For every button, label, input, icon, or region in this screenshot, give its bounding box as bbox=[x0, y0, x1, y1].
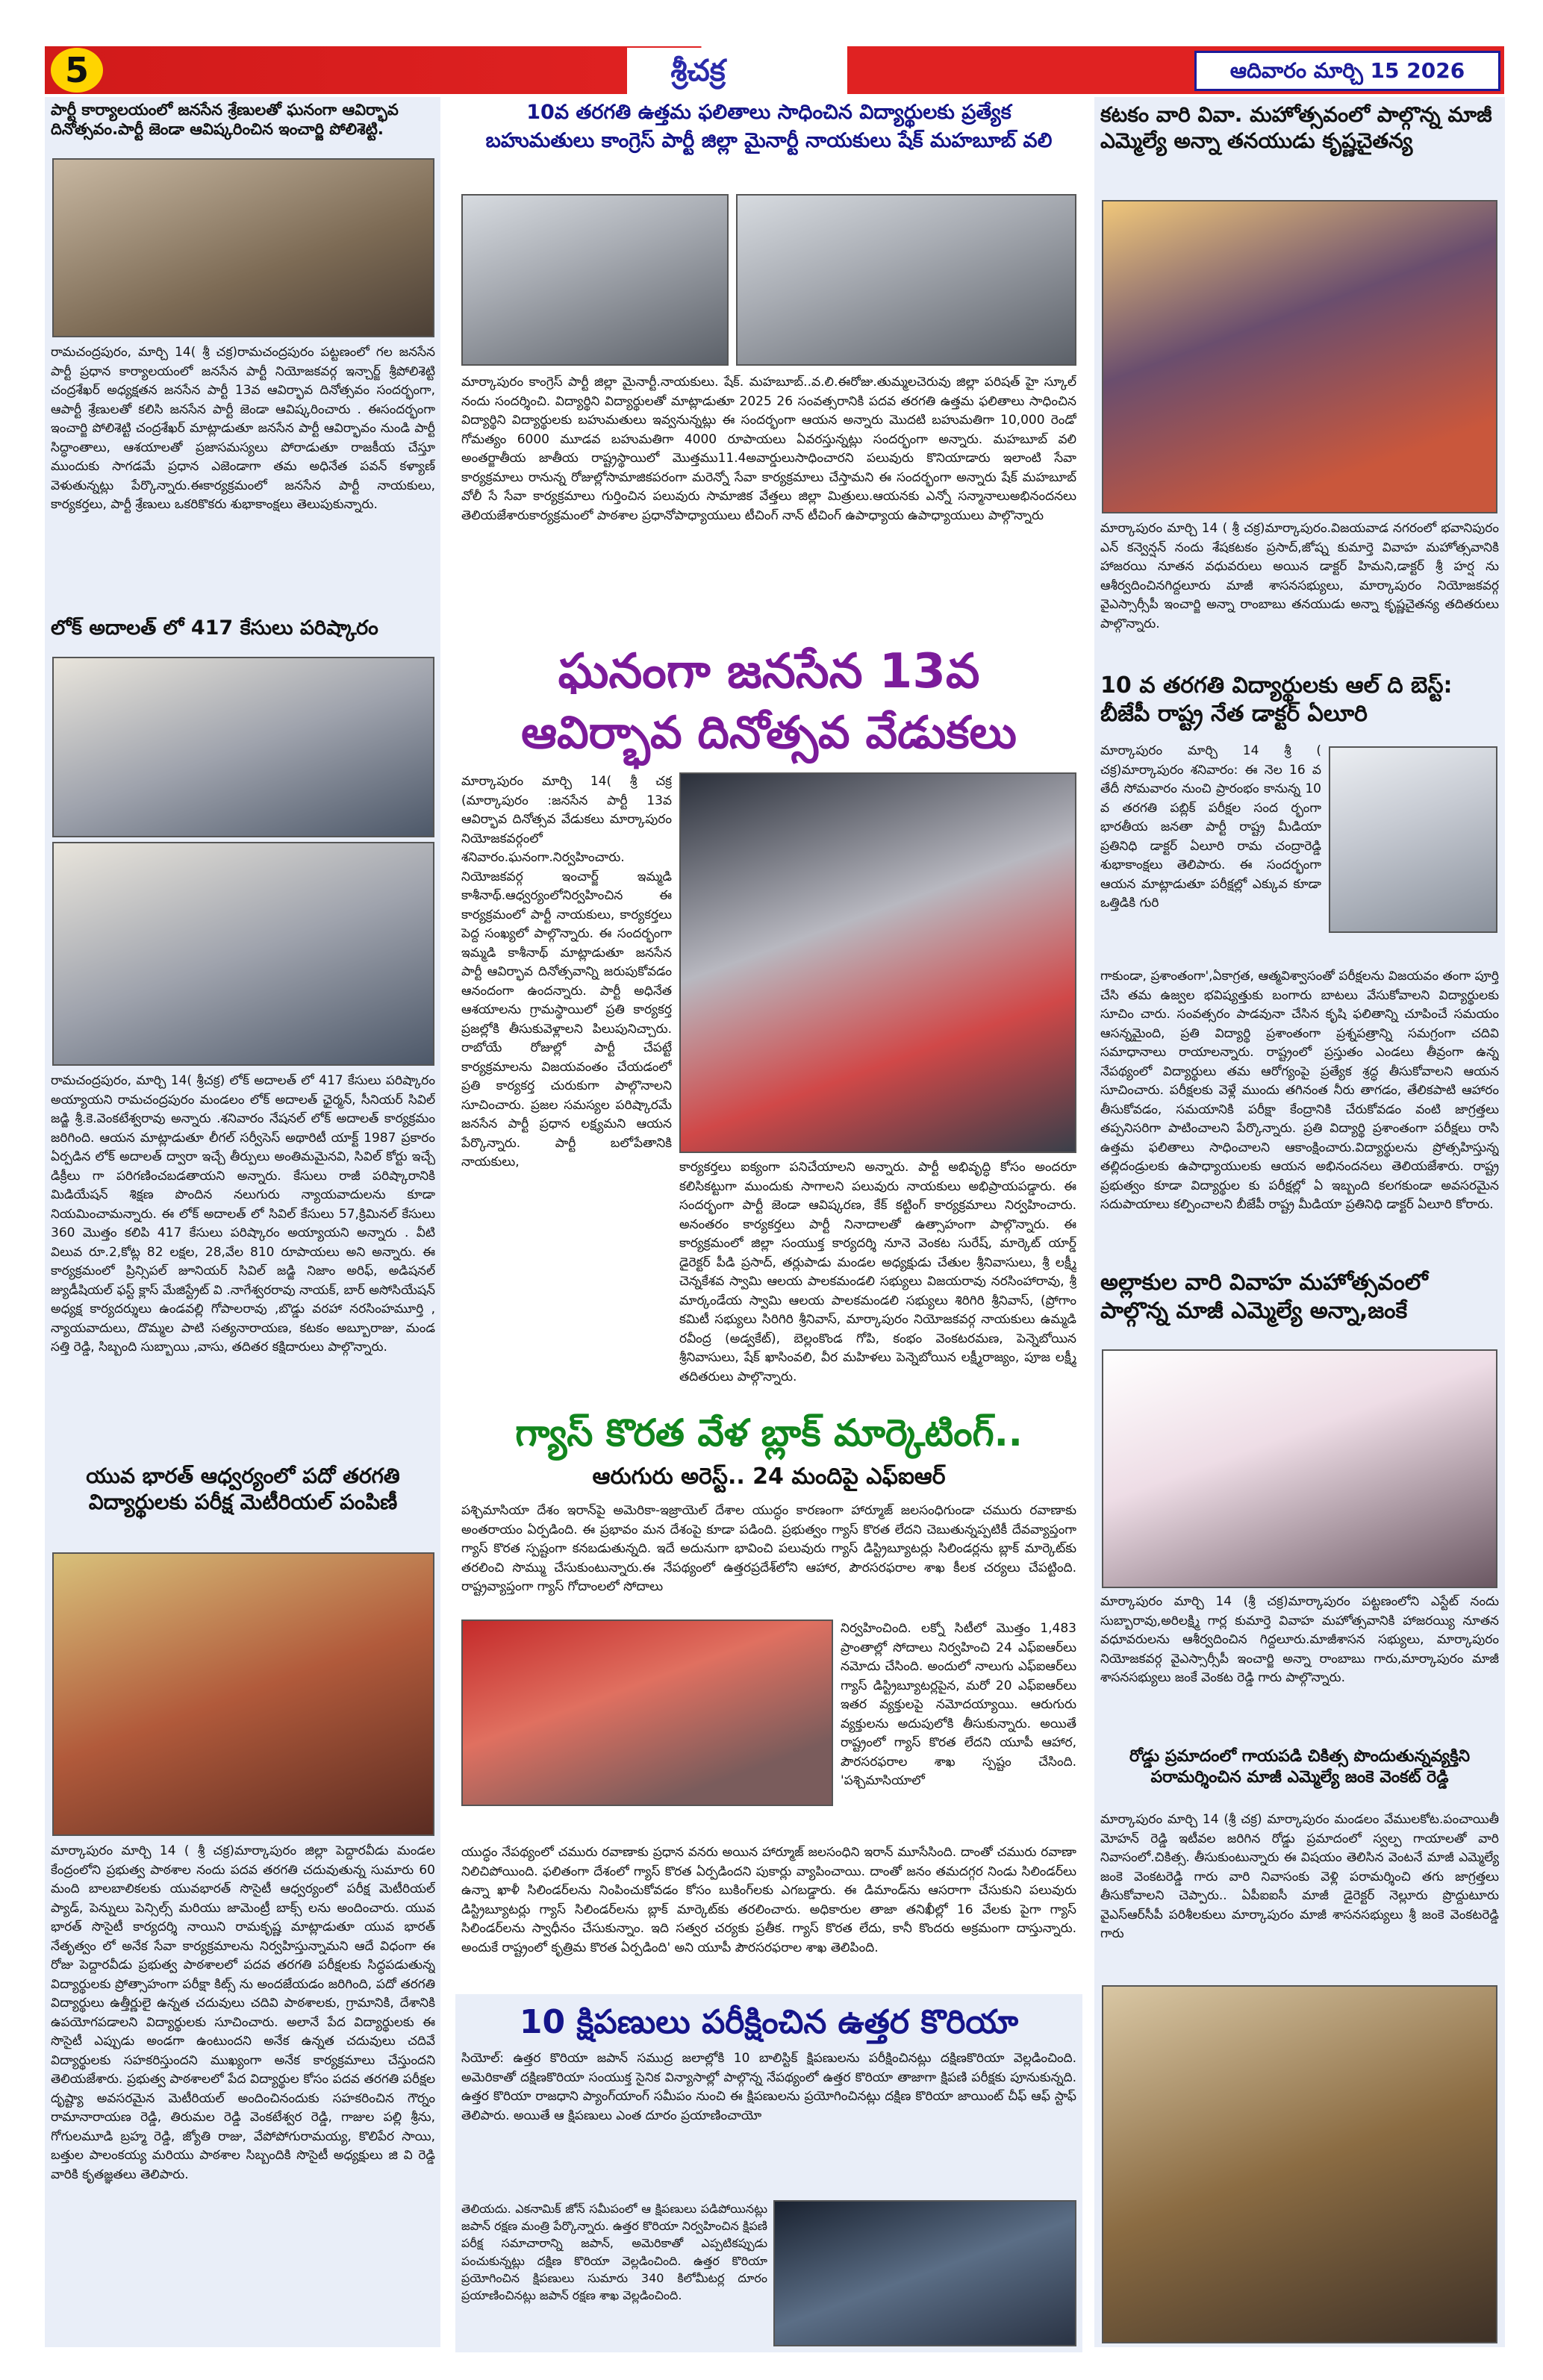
left-story1-photo bbox=[52, 158, 434, 337]
center-story4-body-top: సియోల్: ఉత్తర కొరియా జపాన్ సముద్ర జలాల్లోకి 10 బాలిస్టిక్ క్షిపణులను పరీక్షించినట్లు దక్షిణకొరియా వెల్లడించింది. అమెరికాతో దక్షిణకొరియా సంయుక్త సైనిక విన్యాసాల్లో పాల్గొన్న నేపథ్యంలో ఉత్తర కొరియా తాజాగా క్షిపణి పరీక్షకు పూనుకున్నది. ఉత్తర కొరియా రాజధాని ప్యాంగ్‌యాంగ్ సమీపం నుంచి ఈ క్షిపణులను ప్రయోగించినట్లు దక్షిణ కొరియా జాయింట్ చీఫ్ ఆఫ్ స్టాఫ్ తెలిపారు. అయితే ఆ క్షిపణులు ఎంత దూరం ప్రయాణించాయో bbox=[461, 2051, 1076, 2123]
center-story3-headline: గ్యాస్ కొరత వేళ బ్లాక్ మార్కెటింగ్.. bbox=[515, 1411, 1023, 1455]
center-story2-headline-line1: ఘనంగా జనసేన 13వ bbox=[558, 644, 980, 699]
right-story2-body-col: మార్కాపురం మార్చి 14 శ్రీ ( చక్ర)మార్కాపురం శనివారం: ఈ నెల 16 వ తేదీ సోమవారం నుంచి ప్రారంభం కానున్న 10 వ తరగతి పబ్లిక్ పరీక్షల సంద ర్భంగా భారతీయ జనతా పార్టీ రాష్ట్ర మీడియా ప్రతినిధి డాక్టర్ ఏలూరి రామ చంద్రారెడ్డి శుభాకాంక్షలు తెలిపారు. ఈ సందర్భంగా ఆయన మాట్లాడుతూ పరీక్షల్లో ఎక్కువ కూడా ఒత్తిడికి గురి bbox=[1100, 743, 1321, 911]
left-story2-photo-1 bbox=[52, 657, 434, 837]
center-story3-body-bottom: యుద్ధం నేపథ్యంలో చమురు రవాణాకు ప్రధాన వనరు అయిన హార్మూజ్ జలసంధిని ఇరాన్ మూసేసింది. దాంతో చమురు రవాణా నిలిచిపోయింది. ఫలితంగా దేశంలో గ్యాస్ కొరత ఏర్పడిందని పుకార్లు వ్యాపించాయి. దాంతో జనం తమదగ్గర నిండు సిలిండర్‌లు ఉన్నా ఖాళీ సిలిండర్‌లను నింపించుకోవడం కోసం బుకింగ్‌లకు ఎగబడ్డారు. ఈ డిమాండ్‌ను ఆసరాగా చేసుకుని పలువురు డిస్ట్రిబ్యూటర్లు గ్యాస్ సిలిండర్‌లను బ్లాక్ మార్కెట్‌కు తరలించారు. అధికారుల తాజా తనిఖీల్లో 16 వేలకు పైగా గ్యాస్ సిలిండర్‌లను స్వాధీనం చేసుకున్నాం. ఇది సత్వర చర్యకు ప్రతీక. గ్యాస్ కొరత లేదు, కానీ కొందరు అక్రమంగా దాస్తున్నారు. అందుకే రాష్ట్రంలో కృత్రిమ కొరత ఏర్పడింది' అని యూపీ పౌరసరఫరాల శాఖ తెలిపింది. bbox=[461, 1845, 1076, 1955]
center-story4-headline: 10 క్షిపణులు పరీక్షించిన ఉత్తర కొరియా bbox=[519, 2003, 1019, 2041]
center-story3-body-side: నిర్వహించింది. లక్నో సిటీలో మొత్తం 1,483 ప్రాంతాల్లో సోదాలు నిర్వహించి 24 ఎఫ్ఐఆర్‌లు నమోదు చేసింది. అందులో నాలుగు ఎఫ్ఐఆర్‌లు గ్యాస్ డిస్ట్రిబ్యూటర్లపైన, మరో 20 ఎఫ్ఐఆర్‌లు ఇతర వ్యక్తులపై నమోదయ్యాయి. ఆరుగురు వ్యక్తులను అదుపులోకి తీసుకున్నారు. అయితే రాష్ట్రంలో గ్యాస్ కొరత లేదని యూపీ ఆహార, పౌరసరఫరాల శాఖ స్పష్టం చేసింది. 'పశ్చిమాసియాలో bbox=[841, 1621, 1076, 1788]
center-story3-photo bbox=[461, 1620, 833, 1806]
issue-date: ఆదివారం మార్చి 15 2026 bbox=[1194, 51, 1500, 91]
right-story3-photo bbox=[1102, 1349, 1497, 1588]
left-story2-headline: లోక్ అదాలత్ లో 417 కేసులు పరిష్కారం bbox=[51, 616, 378, 640]
right-story2-body-wide: గాకుండా, ప్రశాంతంగా',ఏకాగ్రత, ఆత్మవిశ్వాసంతో పరీక్షలను విజయవం తంగా పూర్తి చేసి తమ ఉజ్వల భవిష్యత్తుకు బంగారు బాటలు వేసుకోవాలని విద్యార్థులకు సూచిం చారు. సంవత్సరం పాడవునా చేసిన కృషి ఫలితాన్ని చూపించే సమయం ఆసన్నమైంది, ప్రతి విద్యార్థి ప్రశాంతంగా ప్రశ్నపత్రాన్ని సమగ్రంగా చదివి సమాధానాలు రాయాలన్నారు. రాష్ట్రంలో ప్రస్తుతం ఎండలు తీవ్రంగా ఉన్న నేపథ్యంలో విద్యార్థులు తమ ఆరోగ్యంపై ప్రత్యేక శ్రద్ధ తీసుకోవాలని ఆయన సూచించారు. పరీక్షలకు వెళ్లే ముందు తగినంత నీరు తాగడం, తేలికపాటి ఆహారం తీసుకోవడం, సమయానికి పరీక్షా కేంద్రానికి చేరుకోవడం వంటి జాగ్రత్తలు తప్పనిసరిగా పాటించాలని పేర్కొన్నారు. ప్రతి విద్యార్థి ప్రశాంతంగా పరీక్షలు రాసి ఉత్తమ ఫలితాలు సాధించాలని ఆకాంక్షించారు.విద్యార్థులను ప్రోత్సహిస్తున్న తల్లిదండ్రులకు ఉపాధ్యాయులకు ఆయన అభినందనలు తెలియజేశారు. రాష్ట్ర ప్రభుత్వం కూడా విద్యార్థుల కు పరీక్షల్లో ఏ ఇబ్బంది కలగకుండా అవసరమైన సదుపాయాలు కల్పించాలని బీజేపీ రాష్ట్ర మీడియా ప్రతినిధి డాక్టర్ ఏలూరి కోరారు. bbox=[1100, 969, 1499, 1212]
left-story2-photo-2 bbox=[52, 842, 434, 1066]
right-story3-body: మార్కాపురం మార్చి 14 (శ్రీ చక్ర)మార్కాపురం పట్టణంలోని ఎస్టేట్ నందు సుబ్బారావు,అరిలక్ష్మి గార్ల కుమార్తె వివాహ మహోత్సవానికి హాజరయ్యి నూతన వధూవరులను ఆశీర్వదించిన గిద్దలూరు.మాజీశాసన సభ్యులు, మార్కాపురం నియోజకవర్గ వైఎస్సార్సీపీ ఇంచార్జి అన్నా రాంబాబు గారు,మార్కాపురం మాజీ శాసనసభ్యులు జంకే వెంకట రెడ్డి గారు పాల్గొన్నారు. bbox=[1100, 1594, 1499, 1685]
right-story4-body: మార్కాపురం మార్చి 14 (శ్రీ చక్ర) మార్కాపురం మండలం వేములకోట.పంచాయితీ మోహన్ రెడ్డి ఇటీవల జరిగిన రోడ్డు ప్రమాదంలో స్వల్ప గాయాలతో వారి నివాసంలో.చికిత్స. తీసుకుంటున్నారు ఈ విషయం తెలిసిన వెంటనే మాజీ ఎమ్మెల్యే జంకె వెంకటరెడ్డి గారు వారి నివాసంకు వెళ్లి పరామర్శించి తగు జాగ్రత్తలు తీసుకోవాలని చెప్పారు.. ఏపీఐఐసీ మాజీ డైరెక్టర్ నెల్లూరు ప్రొద్దుటూరు వైఎస్ఆర్‌సీపీ పరిశీలకులు మార్కాపురం మాజీ శాసనసభ్యులు శ్రీ జంకె వెంకటరెడ్డి గారు bbox=[1100, 1812, 1499, 1941]
center-story4-photo bbox=[773, 2200, 1076, 2346]
right-story1-body: మార్కాపురం మార్చి 14 ( శ్రీ చక్ర)మార్కాపురం.విజయవాడ నగరంలో భవానిపురం ఎన్ కన్వెన్షన్ నందు శేషకటకం ప్రసాద్,జోష్న కుమార్తె వివాహ మహోత్సవానికి హాజరయి నూతన వధువరులు అయిన డాక్టర్ హిమని,డాక్టర్ శ్రీ హర్ష ను ఆశీర్వదించినగిద్దలూరు మాజీ శాసనసభ్యులు, మార్కాపురం నియోజకవర్గ వైఎస్సార్సీపీ ఇంచార్జి అన్నా రాంబాబు తనయుడు అన్నా కృష్ణచైతన్య తదితరులు పాల్గొన్నారు. bbox=[1100, 521, 1499, 631]
right-story4-photo bbox=[1102, 1985, 1497, 2343]
center-story4-body-side: తెలియదు. ఎకనామిక్ జోన్ సమీపంలో ఆ క్షిపణులు పడిపోయినట్లు జపాన్ రక్షణ మంత్రి పేర్కొన్నారు. ఉత్తర కొరియా నిర్వహించిన క్షిపణి పరీక్ష సమాచారాన్ని జపాన్, అమెరికాతో ఎప్పటికప్పుడు పంచుకున్నట్లు దక్షిణ కొరియా వెల్లడించింది. ఉత్తర కొరియా ప్రయోగించిన క్షిపణులు సుమారు 340 కిలోమీటర్ల దూరం ప్రయాణించినట్లు జపాన్ రక్షణ శాఖ వెల్లడించింది. bbox=[461, 2202, 767, 2302]
center-story1-photo-2 bbox=[736, 194, 1076, 366]
right-story1-photo bbox=[1102, 200, 1497, 513]
center-story1-headline-line1: 10వ తరగతి ఉత్తమ ఫలితాలు సాధించిన విద్యార్థులకు ప్రత్యేక bbox=[526, 101, 1011, 124]
left-story3-body: మార్కాపురం మార్చి 14 ( శ్రీ చక్ర)మార్కాపురం జిల్లా పెద్దారవీడు మండల కేంద్రంలోని ప్రభుత్వ పాఠశాల నందు పదవ తరగతి చదువుతున్న సుమారు 60 మంది బాలబాలికలకు యువభారత్ సొసైటీ ఆధ్వర్యంలో పరీక్ష మెటీరియల్ ప్యాడ్, పెన్నులు పెన్సిల్స్ మరియు జామెంట్రీ బాక్స్ లను అందించారు. యువ భారత్ సొసైటీ కార్యదర్శి నాయిని రామకృష్ణ మాట్లాడుతూ యువ భారత్ నేతృత్వం లో అనేక సేవా కార్యక్రమాలను నిర్వహిస్తున్నామని ఆదే విధంగా ఈ రోజు పెద్దారవీడు ప్రభుత్వ పాఠశాలలో పదవ తరగతి పరీక్షలకు సిద్ధపడుతున్న విద్యార్థులకు ప్రోత్సాహంగా పరీక్షా కిట్స్ ను అందజేయడం జరిగింది, పదో తరగతి విద్యార్థులు ఉత్తీర్ణులై ఉన్నత చదువులు చదివి పాఠశాలకు, గ్రామానికి, దేశానికి ఉపయోగపడాలని విద్యార్థులకు సూచించారు. అలానే పేద విద్యార్థులకు ఈ సొసైటీ ఎప్పుడు అండగా ఉంటుందని అనేక ఉన్నత చదువులు చదివే విద్యార్థులకు సహకరిస్తుందని ముఖ్యంగా అనేక కార్యక్రమాలు చేస్తుందని తెలియజేశారు. ప్రభుత్వ పాఠశాలలో పేద విద్యార్థుల కోసం పదవ తరగతి పరీక్షల దృష్ట్యా అవసరమైన మెటీరియల్ అందించినందుకు సహకరించిన గౌర్నం రామానారాయణ రెడ్డి, తిరుమల రెడ్డి వెంకటేశ్వర రెడ్డి, గాజుల పల్లి శ్రీను, గోగులమూడి బ్రహ్మ రెడ్డి, జ్యోతి రాజు, వేపోపోగురామయ్య, కొలిపేర సాయి, బత్తుల పాలంకయ్య మరియు పాఠశాల సిబ్బందికి సొసైటీ అధ్యక్షులు జి వి రెడ్డి వారికి కృతజ్ఞతలు తెలిపారు. bbox=[51, 1843, 435, 2182]
center-story1-photo-1 bbox=[461, 194, 729, 366]
newspaper-logo: శ్రీచక్ర bbox=[627, 48, 769, 94]
right-story2-headline: 10 వ తరగతి విద్యార్థులకు ఆల్ ది బెస్ట్: బీజేపీ రాష్ట్ర నేత డాక్టర్ ఏలూరి bbox=[1100, 672, 1453, 727]
page-number: 5 bbox=[51, 48, 103, 93]
left-story2-body: రామచంద్రపురం, మార్చి 14( శ్రీచక్ర) లోక్ అదాలత్ లో 417 కేసులు పరిష్కారం అయ్యాయని రామచంద్రపురం మండలం లోక్ అదాలత్ ఛైర్మన్, సీనియర్ సివిల్ జడ్జి శ్రీ.కె.వెంకటేశ్వరావు అన్నారు .శనివారం నేషనల్ లోక్ అదాలత్ కార్యక్రమం జరిగింది. ఆయన మాట్లాడుతూ లీగల్ సర్వీసెస్ అథారిటీ యాక్ట్ 1987 ప్రకారం ఏర్పడిన లోక్ అదాలత్ ద్వారా ఇచ్చే తీర్పులు అంతిమమైనవి, సివిల్ కోర్టు ఇచ్చే డిక్రీలు గా పరిగణించబడతాయని అన్నారు. కేసులు రాజీ పరిష్కారానికి మిడియేషన్ శిక్షణ పొందిన నలుగురు న్యాయవాదులను కూడా నియమించామన్నారు. ఈ లోక్ అదాలత్ లో సివిల్ కేసులు 57,క్రిమినల్ కేసులు 360 మొత్తం కలిపి 417 కేసులు పరిష్కారం అయ్యాయని అన్నారు . వీటి విలువ రూ.2,కోట్ల 82 లక్షల, 28,వేల 810 రూపాయలు అని అన్నారు. ఈ కార్యక్రమంలో ప్రిన్సిపల్ జూనియర్ సివిల్ జడ్జి నిజాం అరిఫ్, అడిషనల్ జ్యుడీషియల్ ఫస్ట్ క్లాస్ మేజిస్ట్రేట్ వి .నాగేశ్వరరావు నాయక్, బార్ అసోసియేషన్ అధ్యక్ష కార్యదర్శులు ఉండవల్లి గోపాలరావు ,బొడ్డు వరహా నరసింహమూర్తి , న్యాయవాదులు, దొమ్మల పాటి సత్యనారాయణ, కటకం అబ్బూరాజు, మండ సత్తి రెడ్డి, సిబ్బంది సుబ్బాయి ,వాసు, తదితర కక్షిదారులు పాల్గొన్నారు. bbox=[51, 1073, 435, 1355]
center-story2-body-col: మార్కాపురం మార్చి 14( శ్రీ చక్ర (మార్కాపురం :జనసేన పార్టీ 13వ ఆవిర్భావ దినోత్సవ వేడుకలు మార్కాపురం నియోజకవర్గంలో శనివారం.ఘనంగా.నిర్వహించారు. నియోజకవర్గ ఇంచార్జ్ ఇమ్మడి కాశీనాథ్.ఆధ్వర్యంలోనిర్వహించిన ఈ కార్యక్రమంలో పార్టీ నాయకులు, కార్యకర్తలు పెద్ద సంఖ్యలో పాల్గొన్నారు. ఈ సందర్భంగా ఇమ్మడి కాశీనాథ్ మాట్లాడుతూ జనసేన పార్టీ ఆవిర్భావ దినోత్సవాన్ని జరుపుకోవడం ఆనందంగా ఉందన్నారు. పార్టీ అధినేత ఆశయాలను గ్రామస్థాయిలో ప్రతి కార్యకర్త ప్రజల్లోకి తీసుకువెళ్లాలని పిలుపునిచ్చారు. రాబోయే రోజుల్లో పార్టీ చేపట్టే కార్యక్రమాలను విజయవంతం చేయడంలో ప్రతి కార్యకర్త చురుకుగా పాల్గొనాలని సూచించారు. ప్రజల సమస్యల పరిష్కారమే జనసేన పార్టీ ప్రధాన లక్ష్యమని ఆయన పేర్కొన్నారు. పార్టీ బలోపేతానికి నాయకులు, bbox=[461, 774, 672, 1169]
center-story2-photo bbox=[679, 772, 1076, 1153]
center-story1-body: మార్కాపురం కాంగ్రెస్ పార్టీ జిల్లా మైనార్టీ.నాయకులు. షేక్. మహబూబ్..వ.లి.ఈరోజు.తుమ్మలచెరువు జిల్లా పరిషత్ హై స్కూల్ నందు సందర్శించి. విద్యార్థిని విద్యార్థులతో మాట్లాడుతూ 2025 26 సంవత్సరానికి పదవ తరగతి ఉత్తమ ఫలితాలు సాధించిన విద్యార్థిని విద్యార్థులకు బహుమతులు ఇవ్వనున్నట్లు ఈ సందర్భంగా ఆయన అన్నారు మొదటి బహుమతిగా 10,000 రెండో గోమత్యం 6000 మూడవ బహుమతిగా 4000 రూపాయలు ఏవరస్తున్నట్లు సందర్భంగా అన్నారు. మహబూబ్ వలి అంతర్జాతీయ జాతీయ రాష్ట్రస్థాయిలో మొత్తము11.4అవార్డులుసాధించారని పలువురు కొనియాడారు ఇలాంటి సేవా కార్యక్రమాలు రానున్న రోజుల్లోసామాజికపరంగా మరెన్నో సేవా కార్యక్రమాలు చేస్తామని ఈ సందర్భంగా అన్నారు షేక్ మహబూబ్ వోలీ సే సేవా కార్యక్రమాలు గుర్తించిన పలువురు సామాజిక వేత్తలు జిల్లా మిత్రులు.ఆయనకు ఎన్నో సన్మానాలుఅభినందనలు తెలియజేశారుకార్యక్రమంలో పాఠశాల ప్రధానోపాధ్యాయులు టీచింగ్ నాన్ టీచింగ్ ఉపాధ్యాయ ఉపాధ్యాయులు పాల్గొన్నారు bbox=[461, 375, 1076, 523]
left-story3-photo bbox=[52, 1552, 434, 1836]
right-story3-headline: అల్లాకుల వారి వివాహ మహోత్సవంలో పాల్గొన్న మాజీ ఎమ్మెల్యే అన్నా,జంకే bbox=[1100, 1269, 1428, 1324]
right-story1-headline: కటకం వారి వివా. మహోత్సవంలో పాల్గొన్న మాజీ ఎమ్మెల్యే అన్నా తనయుడు కృష్ణచైతన్య bbox=[1100, 102, 1492, 153]
center-story3-body-top: పశ్చిమాసియా దేశం ఇరాన్‌పై అమెరికా-ఇజ్రాయెల్ దేశాల యుద్ధం కారణంగా హార్మూజ్ జలసంధిగుండా చమురు రవాణాకు అంతరాయం ఏర్పడింది. ఈ ప్రభావం మన దేశంపై కూడా పడింది. ప్రభుత్వం గ్యాస్ కొరత లేదని చెబుతున్నప్పటికీ దేవవ్యాప్తంగా గ్యాస్ కొరత స్పష్టంగా కనబడుతున్నది. ఇదే అదునుగా భావించి పలువురు గ్యాస్ డిస్ట్రిబ్యూటర్లు సిలిండర్లను బ్లాక్ మార్కెట్‌కు తరలించి సొమ్ము చేసుకుంటున్నారు.ఈ నేపథ్యంలో ఉత్తరప్రదేశ్‌లోని ఆహార, పౌరసరఫరాల శాఖ కీలక చర్యలు చేపట్టింది. రాష్ట్రవ్యాప్తంగా గ్యాస్ గోదాంలలో సోదాలు bbox=[461, 1503, 1076, 1594]
left-story1-body: రామచంద్రపురం, మార్చి 14( శ్రీ చక్ర)రామచంద్రపురం పట్టణంలో గల జనసేన పార్టీ ప్రధాన కార్యాలయంలో జనసేన పార్టీ నియోజకవర్గ ఇన్చార్జ్ శ్రీపోలిశెట్టి చంద్రశేఖర్ అధ్యక్షతన జనసేన పార్టీ 13వ ఆవిర్భావ దినోత్సవం సందర్భంగా, ఆపార్టీ శ్రేణులతో కలిసి జనసేన పార్టీ జెండా ఆవిష్కరించారు . ఈసందర్భంగా ఇంచార్జి పోలిశెట్టి చంద్రశేఖర్ మాట్లాడుతూ జనసేన పార్టీ ఆవిర్భావం నుండి పార్టీ సిద్ధాంతాలు, ఆశయాలతో ప్రజాసమస్యలు పోరాడుతూ రాజకీయ చేస్తూ ముందుకు సాగడమే ప్రధాన ఎజెండాగా తమ అధినేత పవన్ కళ్యాణ్ వెళుతున్నట్లు పేర్కొన్నారు.ఈకార్యక్రమంలో జనసేన పార్టీ నాయకులు, కార్యకర్తలు, పార్టీ శ్రేణులు ఒకరికొకరు శుభాకాంక్షలు తెలుపుకున్నారు. bbox=[51, 345, 435, 512]
right-story2-photo bbox=[1329, 746, 1497, 933]
left-story1-headline: పార్టీ కార్యాలయంలో జనసేన శ్రేణులతో ఘనంగా ఆవిర్భావ దినోత్సవం.పార్టీ జెండా ఆవిష్కరించిన ఇంచార్జి పోలిశెట్టి. bbox=[51, 101, 399, 139]
center-story1-headline-line2: బహుమతులు కాంగ్రెస్ పార్టీ జిల్లా మైనార్టీ నాయకులు షేక్ మహబూబ్ వలి bbox=[485, 129, 1053, 152]
center-story2-body-wide: కార్యకర్తలు ఐక్యంగా పనిచేయాలని అన్నారు. పార్టీ అభివృద్ధి కోసం అందరూ కలిసికట్టుగా ముందుకు సాగాలని పలువురు నాయకులు అభిప్రాయపడ్డారు. ఈ సందర్భంగా పార్టీ జెండా ఆవిష్కరణ, కేక్ కట్టింగ్ కార్యక్రమాలు నిర్వహించారు. అనంతరం కార్యకర్తలు పార్టీ నినాదాలతో ఉత్సాహంగా పాల్గొన్నారు. ఈ కార్యక్రమంలో జిల్లా సంయుక్త కార్యదర్శి నూనె వెంకట సురేష్, మార్కెట్ యార్డ్ డైరెక్టర్ పీడి ప్రసాద్, తర్లుపాడు మండల అధ్యక్షుడు చేతుల శ్రీనివాసులు, శ్రీ లక్ష్మీ చెన్నకేశవ స్వామి ఆలయ పాలకమండలి సభ్యులు విజయరావు నరసింహారావు, శ్రీ మార్కండేయ స్వామి ఆలయ పాలకమండలి సభ్యులు శిరిగిరి శ్రీనివాస్, (ప్రోగాం కమిటీ సభ్యులు సిరిగిరి శ్రీనివాస్, మార్కాపురం నియోజకవర్గ నాయకులు ఉమ్మడి రవీంద్ర (అడ్వకేట్), బెల్లంకొండ గోపి, కంభం వెంకటరమణ, పెన్నెబోయిన శ్రీనివాసులు, షేక్ ఖాసింవలి, వీర మహిళలు పెన్నెబోయిన లక్ష్మీరాజ్యం, పూజ లక్ష్మీ తదితరులు పాల్గొన్నారు. bbox=[679, 1160, 1076, 1384]
left-story3-headline: యువ భారత్ ఆధ్వర్యంలో పదో తరగతి విద్యార్థులకు పరీక్ష మెటీరియల్ పంపిణీ bbox=[86, 1464, 400, 1514]
center-story3-subhead: ఆరుగురు అరెస్ట్.. 24 మందిపై ఎఫ్ఐఆర్ bbox=[592, 1464, 946, 1490]
center-story2-headline-line2: ఆవిర్భావ దినోత్సవ వేడుకలు bbox=[521, 707, 1017, 759]
right-story4-headline: రోడ్డు ప్రమాదంలో గాయపడి చికిత్స పొందుతున్నవ్యక్తిని పరామర్శించిన మాజీ ఎమ్మెల్యే జంకె వెంకట్ రెడ్డి bbox=[1129, 1747, 1471, 1787]
